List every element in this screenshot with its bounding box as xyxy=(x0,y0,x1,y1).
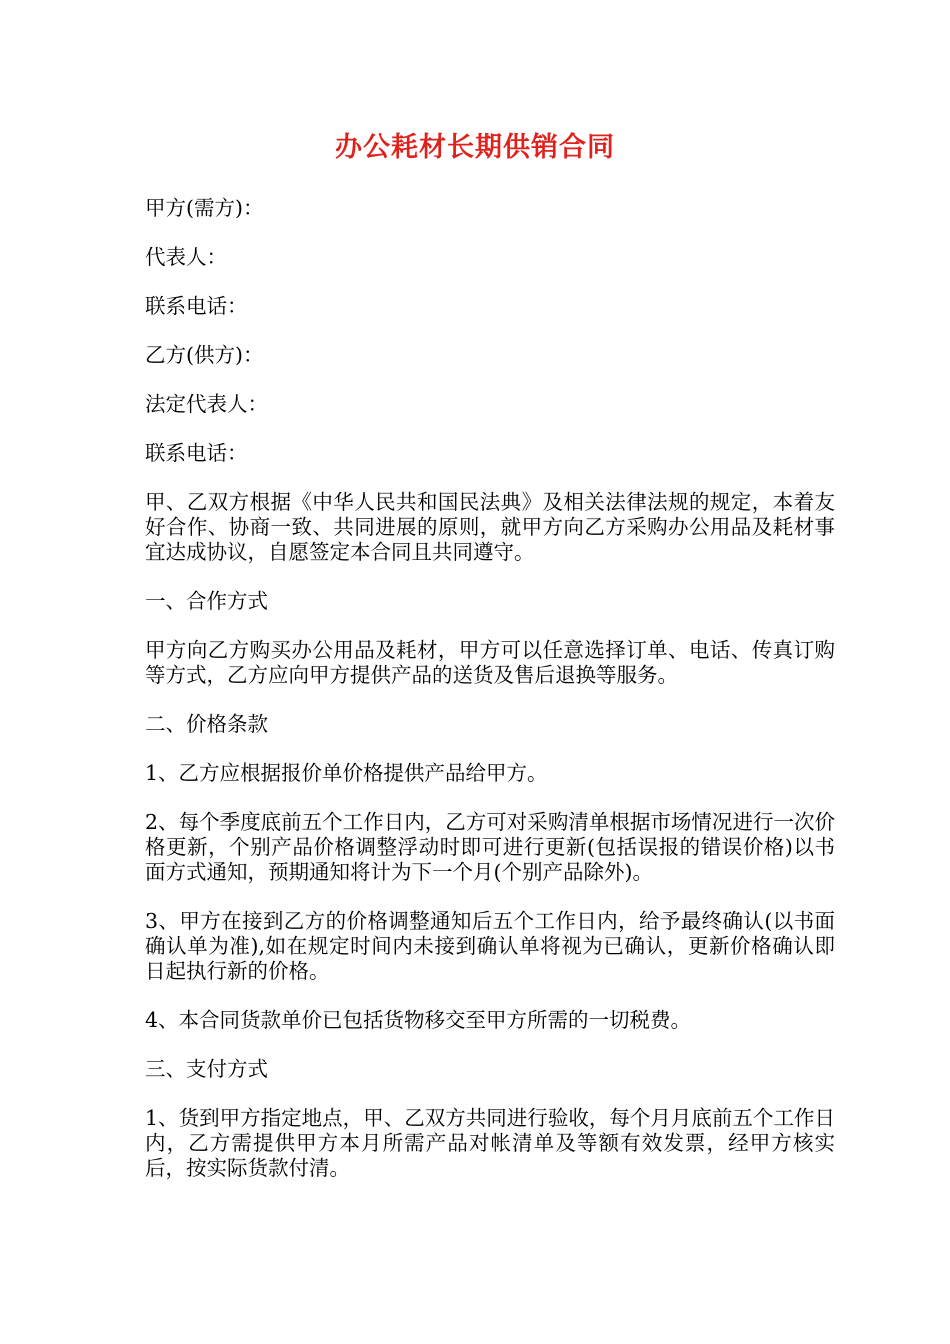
document-body xyxy=(145,196,835,1205)
price-clause-2: 2、每个季度底前五个工作日内，乙方可对采购清单根据市场情况进行一次价格更新，个别产品价格调整浮动时即可进行更新(包括误报的错误价格)以书面方式通知，预期通知将计为下一个月(个别产品除外)。 xyxy=(145,810,835,884)
party-b-line: 乙方(供方)： xyxy=(145,343,264,367)
price-clause-4: 4、本合同货款单价已包括货物移交至甲方所需的一切税费。 xyxy=(145,1008,692,1032)
price-clause-1: 1、乙方应根据报价单价格提供产品给甲方。 xyxy=(145,761,548,785)
document-title: 办公耗材长期供销合同 xyxy=(335,132,615,163)
party-a-representative-line: 代表人： xyxy=(145,245,227,269)
section-heading-price: 二、价格条款 xyxy=(145,712,268,736)
preamble-paragraph: 甲、乙双方根据《中华人民共和国民法典》及相关法律法规的规定，本着友好合作、协商一致、共同进展的原则，就甲方向乙方采购办公用品及耗材事宜达成协议，自愿签定本合同且共同遵守。 xyxy=(145,490,835,564)
party-b-legal-representative-line: 法定代表人： xyxy=(145,392,268,416)
price-clause-3: 3、甲方在接到乙方的价格调整通知后五个工作日内，给予最终确认(以书面确认单为准),如在规定时间内未接到确认单将视为已确认，更新价格确认即日起执行新的价格。 xyxy=(145,909,835,983)
party-a-phone-line: 联系电话： xyxy=(145,294,248,318)
section-heading-payment: 三、支付方式 xyxy=(145,1057,268,1081)
party-b-phone-line: 联系电话： xyxy=(145,441,248,465)
cooperation-paragraph: 甲方向乙方购买办公用品及耗材，甲方可以任意选择订单、电话、传真订购等方式，乙方应向甲方提供产品的送货及售后退换等服务。 xyxy=(145,638,835,687)
section-heading-cooperation: 一、合作方式 xyxy=(145,589,268,613)
payment-clause-1: 1、货到甲方指定地点，甲、乙双方共同进行验收，每个月月底前五个工作日内，乙方需提供甲方本月所需产品对帐清单及等额有效发票，经甲方核实后，按实际货款付清。 xyxy=(145,1106,835,1180)
party-a-line: 甲方(需方)： xyxy=(145,196,264,220)
